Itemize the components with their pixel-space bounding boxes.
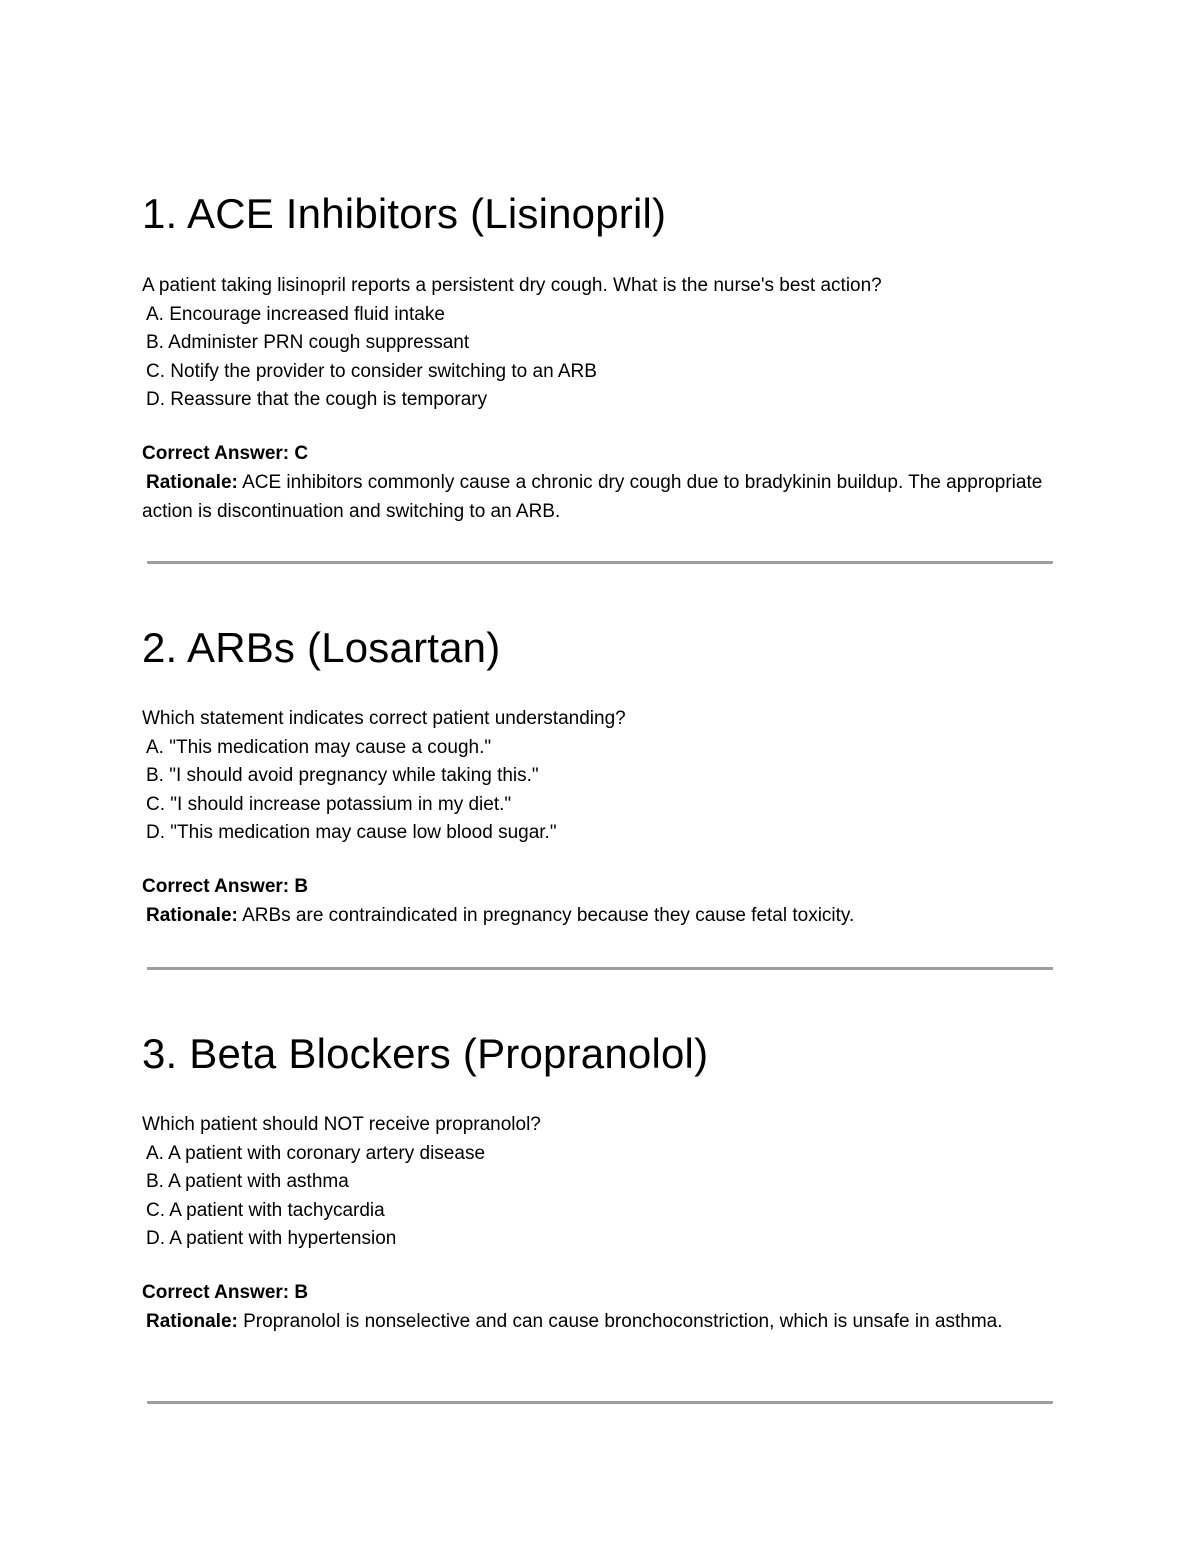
rationale-label: Rationale: <box>146 904 238 926</box>
option-d: D. A patient with hypertension <box>146 1228 397 1249</box>
rationale-text: ACE inhibitors commonly cause a chronic dry cough due to bradykinin buildup. The appropriate action is discontinuation and switching to an ARB. <box>142 471 1043 522</box>
question-text: A patient taking lisinopril reports a persistent dry cough. What is the nurse's best action? <box>142 275 882 296</box>
option-c: C. "I should increase potassium in my diet." <box>146 793 512 815</box>
question-section-2 <box>142 624 1062 930</box>
section-divider <box>147 561 1053 564</box>
answer-options <box>142 301 1062 415</box>
option-d: D. "This medication may cause low blood sugar." <box>146 822 557 843</box>
option-d: D. Reassure that the cough is temporary <box>146 389 488 410</box>
option-b: B. "I should avoid pregnancy while taking this." <box>146 765 539 786</box>
correct-answer: Correct Answer: C <box>142 442 309 464</box>
section-heading: 2. ARBs (Losartan) <box>142 624 501 671</box>
rationale-label: Rationale: <box>146 471 238 493</box>
rationale-text: ARBs are contraindicated in pregnancy because they cause fetal toxicity. <box>237 904 855 926</box>
question-section-3 <box>142 1030 1062 1336</box>
section-heading: 1. ACE Inhibitors (Lisinopril) <box>142 190 667 237</box>
rationale-text: Propranolol is nonselective and can cause bronchoconstriction, which is unsafe in asthma. <box>237 1310 1003 1332</box>
answer-options <box>142 734 1062 848</box>
rationale <box>142 901 1062 930</box>
option-a: A. A patient with coronary artery disease <box>146 1142 486 1164</box>
rationale <box>142 468 1062 526</box>
section-divider <box>147 967 1053 970</box>
option-b: B. Administer PRN cough suppressant <box>146 332 470 353</box>
question-text: Which statement indicates correct patient understanding? <box>142 708 626 729</box>
option-c: C. A patient with tachycardia <box>146 1199 385 1221</box>
answer-options <box>142 1140 1062 1254</box>
option-c: C. Notify the provider to consider switching to an ARB <box>146 360 597 382</box>
question-text: Which patient should NOT receive propranolol? <box>142 1114 541 1135</box>
option-a: A. Encourage increased fluid intake <box>146 303 445 325</box>
option-b: B. A patient with asthma <box>146 1171 349 1192</box>
section-heading: 3. Beta Blockers (Propranolol) <box>142 1030 709 1077</box>
question-section-1 <box>142 190 1062 526</box>
rationale-label: Rationale: <box>146 1310 238 1332</box>
rationale <box>142 1307 1062 1336</box>
correct-answer: Correct Answer: B <box>142 875 309 897</box>
section-divider <box>147 1401 1053 1404</box>
correct-answer: Correct Answer: B <box>142 1281 309 1303</box>
option-a: A. "This medication may cause a cough." <box>146 736 492 758</box>
